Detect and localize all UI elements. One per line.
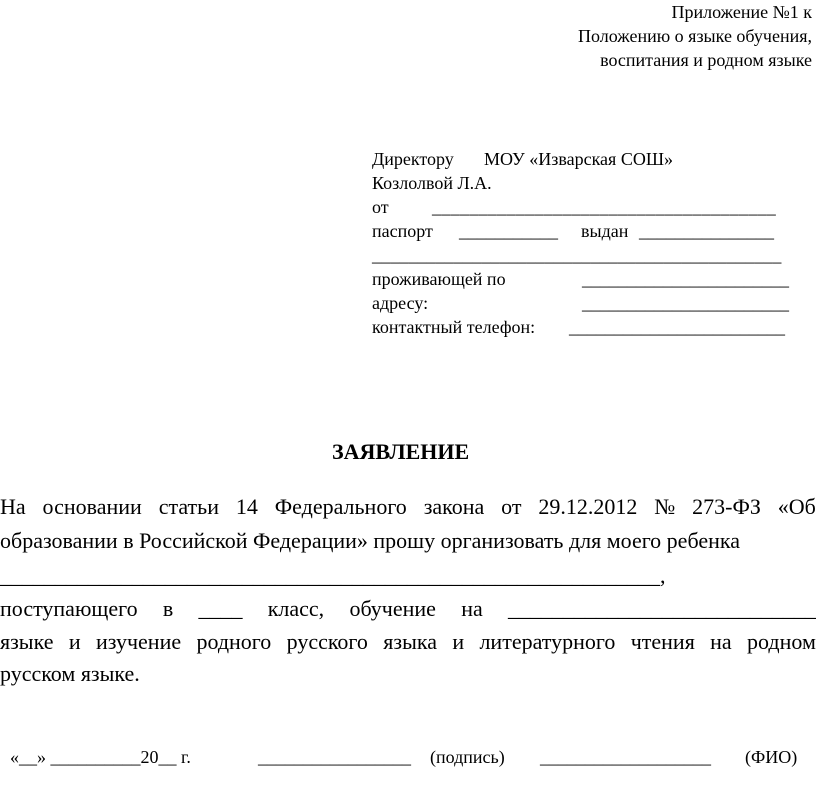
statement-line-2: образовании в Российской Федерации» прошу организовать для моего ребенка — [0, 528, 741, 553]
appendix-line-3: воспитания и родном языке — [600, 50, 812, 70]
passport-label: паспорт — [372, 221, 433, 241]
address-field[interactable]: _______________________ — [582, 293, 789, 313]
issued-field[interactable]: _______________ — [639, 221, 774, 241]
word: обучение — [349, 596, 436, 621]
word: 29.12.2012 — [538, 494, 638, 519]
from-field[interactable]: _____________________________________ — [432, 197, 777, 217]
word: на — [710, 629, 732, 654]
word: литературного — [479, 629, 616, 654]
word: и — [68, 629, 81, 654]
signature-label: (подпись) — [430, 747, 505, 767]
residing-field[interactable]: _______________________ — [582, 269, 789, 289]
issued-label: выдан — [581, 221, 629, 241]
word: на — [461, 596, 483, 621]
appendix-reference — [578, 0, 812, 72]
appendix-line-2: Положению о языке обучения, — [577, 26, 812, 46]
from-label: от — [372, 197, 389, 217]
word: 273-ФЗ — [692, 494, 761, 519]
director-label: Директору — [372, 149, 454, 169]
word: закона — [423, 494, 485, 519]
fio-label: (ФИО) — [745, 747, 798, 767]
word: основании — [42, 494, 142, 519]
word: чтения — [630, 629, 695, 654]
child-name-field[interactable]: ____________________________________________________________, — [0, 563, 666, 588]
word: На — [0, 494, 26, 519]
date-field[interactable]: «__» __________20__ г. — [10, 747, 191, 767]
statement-line-5 — [0, 628, 816, 656]
issued-field-continued[interactable]: _____________________________________________ — [372, 245, 782, 265]
document-title: ЗАЯВЛЕНИЕ — [332, 439, 470, 464]
word: языка — [383, 629, 437, 654]
word: «Об — [777, 494, 816, 519]
word: поступающего — [0, 596, 138, 621]
word: языке — [0, 629, 54, 654]
school-name: МОУ «Изварская СОШ» — [484, 149, 673, 169]
residing-label: проживающей по — [372, 269, 506, 289]
phone-field[interactable]: ________________________ — [569, 317, 785, 337]
appendix-line-1: Приложение №1 к — [671, 2, 812, 22]
word: и — [452, 629, 465, 654]
signature-field[interactable]: _________________ — [258, 747, 411, 767]
word: изучение — [95, 629, 182, 654]
statement-line-4 — [0, 595, 816, 623]
word: в — [162, 596, 174, 621]
word: от — [501, 494, 522, 519]
statement-line-1 — [0, 493, 816, 521]
grade-field[interactable]: ____ — [198, 596, 243, 621]
word: класс, — [267, 596, 325, 621]
director-name: Козлолвой Л.А. — [372, 173, 492, 193]
word: 14 — [235, 494, 258, 519]
statement-line-6: русском языке. — [0, 661, 140, 686]
word: родном — [747, 629, 816, 654]
word: статьи — [158, 494, 219, 519]
word: русского — [286, 629, 368, 654]
phone-label: контактный телефон: — [372, 317, 536, 337]
passport-field[interactable]: ___________ — [459, 221, 558, 241]
language-field[interactable]: ____________________________ — [507, 596, 816, 621]
word: Федерального — [274, 494, 407, 519]
fio-field[interactable]: ___________________ — [540, 747, 711, 767]
address-label: адресу: — [372, 293, 429, 313]
word: родного — [196, 629, 272, 654]
word: № — [654, 494, 676, 519]
